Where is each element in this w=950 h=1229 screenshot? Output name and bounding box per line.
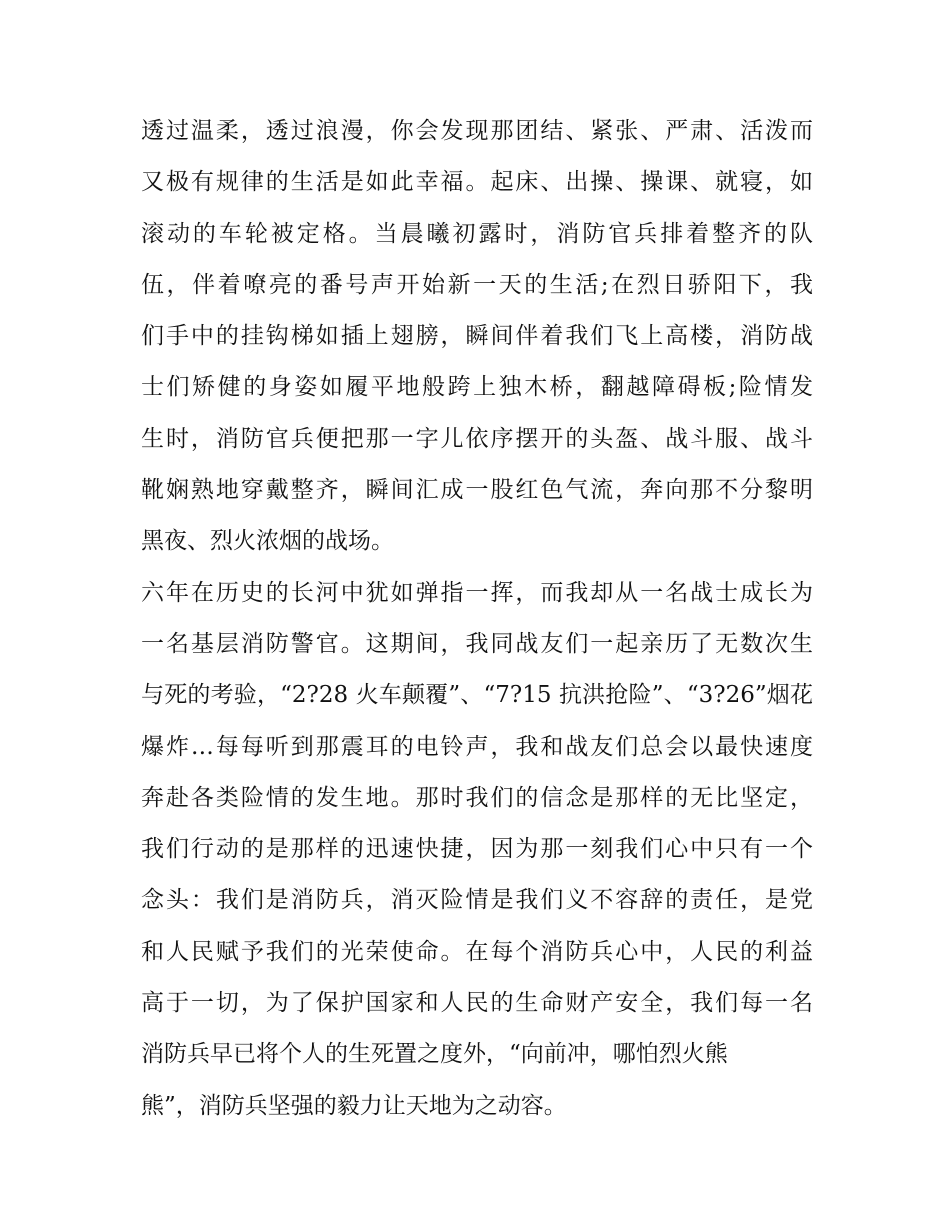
paragraph-line: 奔赴各类险情的发生地。那时我们的信念是那样的无比坚定， (141, 784, 813, 811)
paragraph-line: 六年在历史的长河中犹如弹指一挥，而我却从一名战士成长为 (141, 579, 813, 606)
paragraph-2 (141, 568, 813, 1132)
paragraph-line: 与死的考验，“2?28 火车颠覆”、“7?15 抗洪抢险”、“3?26”烟花 (141, 682, 813, 709)
paragraph-line: 滚动的车轮被定格。当晨曦初露时，消防官兵排着整齐的队 (141, 220, 813, 247)
paragraph-line: 生时，消防官兵便把那一字儿依序摆开的头盔、战斗服、战斗 (141, 425, 813, 452)
paragraph-line: 透过温柔，透过浪漫，你会发现那团结、紧张、严肃、活泼而 (141, 118, 813, 144)
paragraph-line: 伍，伴着嘹亮的番号声开始新一天的生活;在烈日骄阳下，我 (141, 271, 813, 298)
paragraph-line: 一名基层消防警官。这期间，我同战友们一起亲历了无数次生 (141, 630, 813, 657)
paragraph-line: 又极有规律的生活是如此幸福。起床、出操、操课、就寝，如 (141, 169, 813, 196)
paragraph-line: 黑夜、烈火浓烟的战场。 (141, 528, 394, 555)
paragraph-line: 熊”，消防兵坚强的毅力让天地为之动容。 (141, 1092, 567, 1119)
paragraph-line: 念头：我们是消防兵，消灭险情是我们义不容辞的责任，是党 (141, 887, 813, 914)
body-text (141, 106, 813, 1132)
paragraph-line: 高于一切，为了保护国家和人民的生命财产安全，我们每一名 (141, 990, 813, 1017)
paragraph-1 (141, 106, 813, 568)
paragraph-line: 我们行动的是那样的迅速快捷，因为那一刻我们心中只有一个 (141, 836, 813, 863)
paragraph-line: 消防兵早已将个人的生死置之度外，“向前冲，哪怕烈火熊 (141, 1041, 728, 1068)
paragraph-line: 士们矫健的身姿如履平地般跨上独木桥，翻越障碍板;险情发 (141, 374, 813, 401)
paragraph-line: 们手中的挂钩梯如插上翅膀，瞬间伴着我们飞上高楼，消防战 (141, 323, 813, 350)
paragraph-line: 和人民赋予我们的光荣使命。在每个消防兵心中，人民的利益 (141, 938, 813, 965)
paragraph-line: 爆炸…每每听到那震耳的电铃声，我和战友们总会以最快速度 (141, 733, 813, 760)
paragraph-line: 靴娴熟地穿戴整齐，瞬间汇成一股红色气流，奔向那不分黎明 (141, 477, 813, 504)
